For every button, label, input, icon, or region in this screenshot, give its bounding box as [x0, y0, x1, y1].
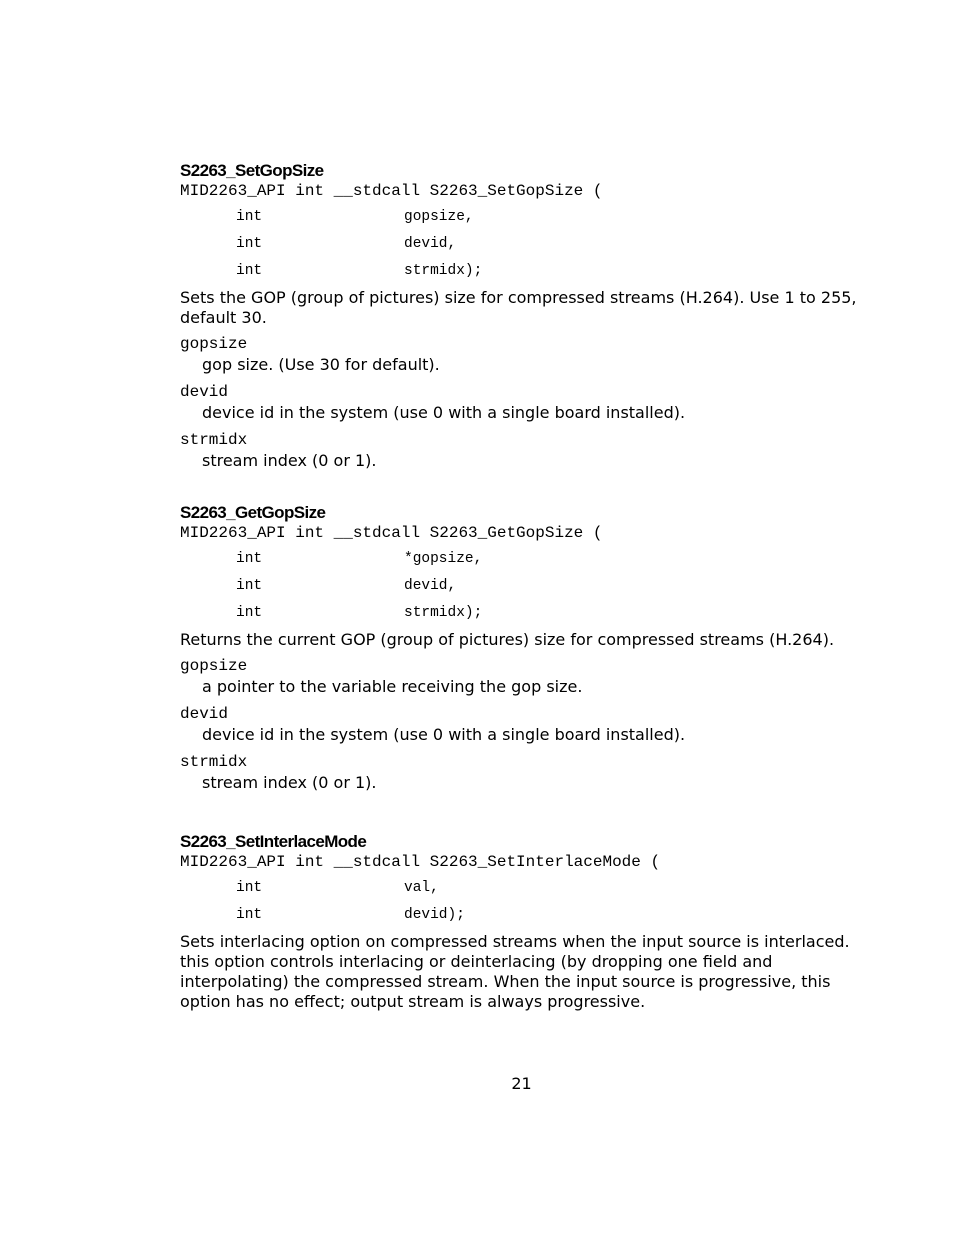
parameter-list	[180, 201, 860, 282]
parameter-row	[180, 543, 860, 570]
function-title: S2263_SetInterlaceMode	[180, 832, 367, 851]
function-title: S2263_SetGopSize	[180, 161, 324, 180]
argument-entry	[180, 334, 860, 376]
parameter-row	[180, 597, 860, 624]
parameter-list	[180, 543, 860, 624]
argument-entry	[180, 704, 860, 746]
function-description: Returns the current GOP (group of pictures) size for compressed streams (H.264).	[180, 630, 835, 649]
parameter-type: int	[236, 263, 263, 279]
parameter-name: devid,	[404, 578, 457, 594]
function-title: S2263_GetGopSize	[180, 503, 326, 522]
argument-name: strmidx	[180, 431, 248, 449]
parameter-list	[180, 872, 860, 926]
argument-entry	[180, 430, 860, 472]
function-description: Sets the GOP (group of pictures) size for compressed streams (H.264). Use 1 to 255, default 30.	[180, 288, 857, 327]
function-section-getgopsize	[180, 503, 860, 794]
parameter-type: int	[236, 236, 263, 252]
parameter-name: *gopsize,	[404, 551, 483, 567]
parameter-row	[180, 228, 860, 255]
argument-description: device id in the system (use 0 with a single board installed).	[202, 403, 686, 422]
argument-name: gopsize	[180, 335, 248, 353]
parameter-name: devid);	[404, 907, 465, 923]
parameter-name: gopsize,	[404, 209, 474, 225]
argument-name: strmidx	[180, 753, 248, 771]
page-number: 21	[511, 1074, 532, 1093]
argument-description: device id in the system (use 0 with a single board installed).	[202, 725, 686, 744]
parameter-name: strmidx);	[404, 605, 483, 621]
parameter-type: int	[236, 578, 263, 594]
argument-name: gopsize	[180, 657, 248, 675]
parameter-type: int	[236, 907, 263, 923]
parameter-type: int	[236, 880, 263, 896]
argument-description: a pointer to the variable receiving the gop size.	[202, 677, 583, 696]
function-section-setgopsize	[180, 161, 860, 472]
function-signature: MID2263_API int __stdcall S2263_SetInterlaceMode (	[180, 853, 661, 871]
parameter-type: int	[236, 209, 263, 225]
argument-description: gop size. (Use 30 for default).	[202, 355, 440, 374]
function-signature: MID2263_API int __stdcall S2263_SetGopSize (	[180, 182, 603, 200]
parameter-name: val,	[404, 880, 439, 896]
parameter-row	[180, 201, 860, 228]
parameter-row	[180, 872, 860, 899]
argument-entry	[180, 382, 860, 424]
argument-name: devid	[180, 383, 229, 401]
argument-entry	[180, 656, 860, 698]
argument-entry	[180, 752, 860, 794]
parameter-row	[180, 899, 860, 926]
function-description: Sets interlacing option on compressed streams when the input source is interlaced. this option controls interlacing or deinterlacing (by dropping one field and interpolating) the compressed stream. When the input source is progressive, this option has no effect; output stream is always progressive.	[180, 932, 850, 1011]
function-section-setinterlacemode	[180, 832, 860, 1012]
function-signature: MID2263_API int __stdcall S2263_GetGopSize (	[180, 524, 603, 542]
parameter-name: strmidx);	[404, 263, 483, 279]
parameter-type: int	[236, 605, 263, 621]
document-page	[180, 161, 860, 1012]
parameter-row	[180, 255, 860, 282]
argument-name: devid	[180, 705, 229, 723]
parameter-type: int	[236, 551, 263, 567]
argument-description: stream index (0 or 1).	[202, 773, 377, 792]
parameter-name: devid,	[404, 236, 457, 252]
parameter-row	[180, 570, 860, 597]
argument-description: stream index (0 or 1).	[202, 451, 377, 470]
